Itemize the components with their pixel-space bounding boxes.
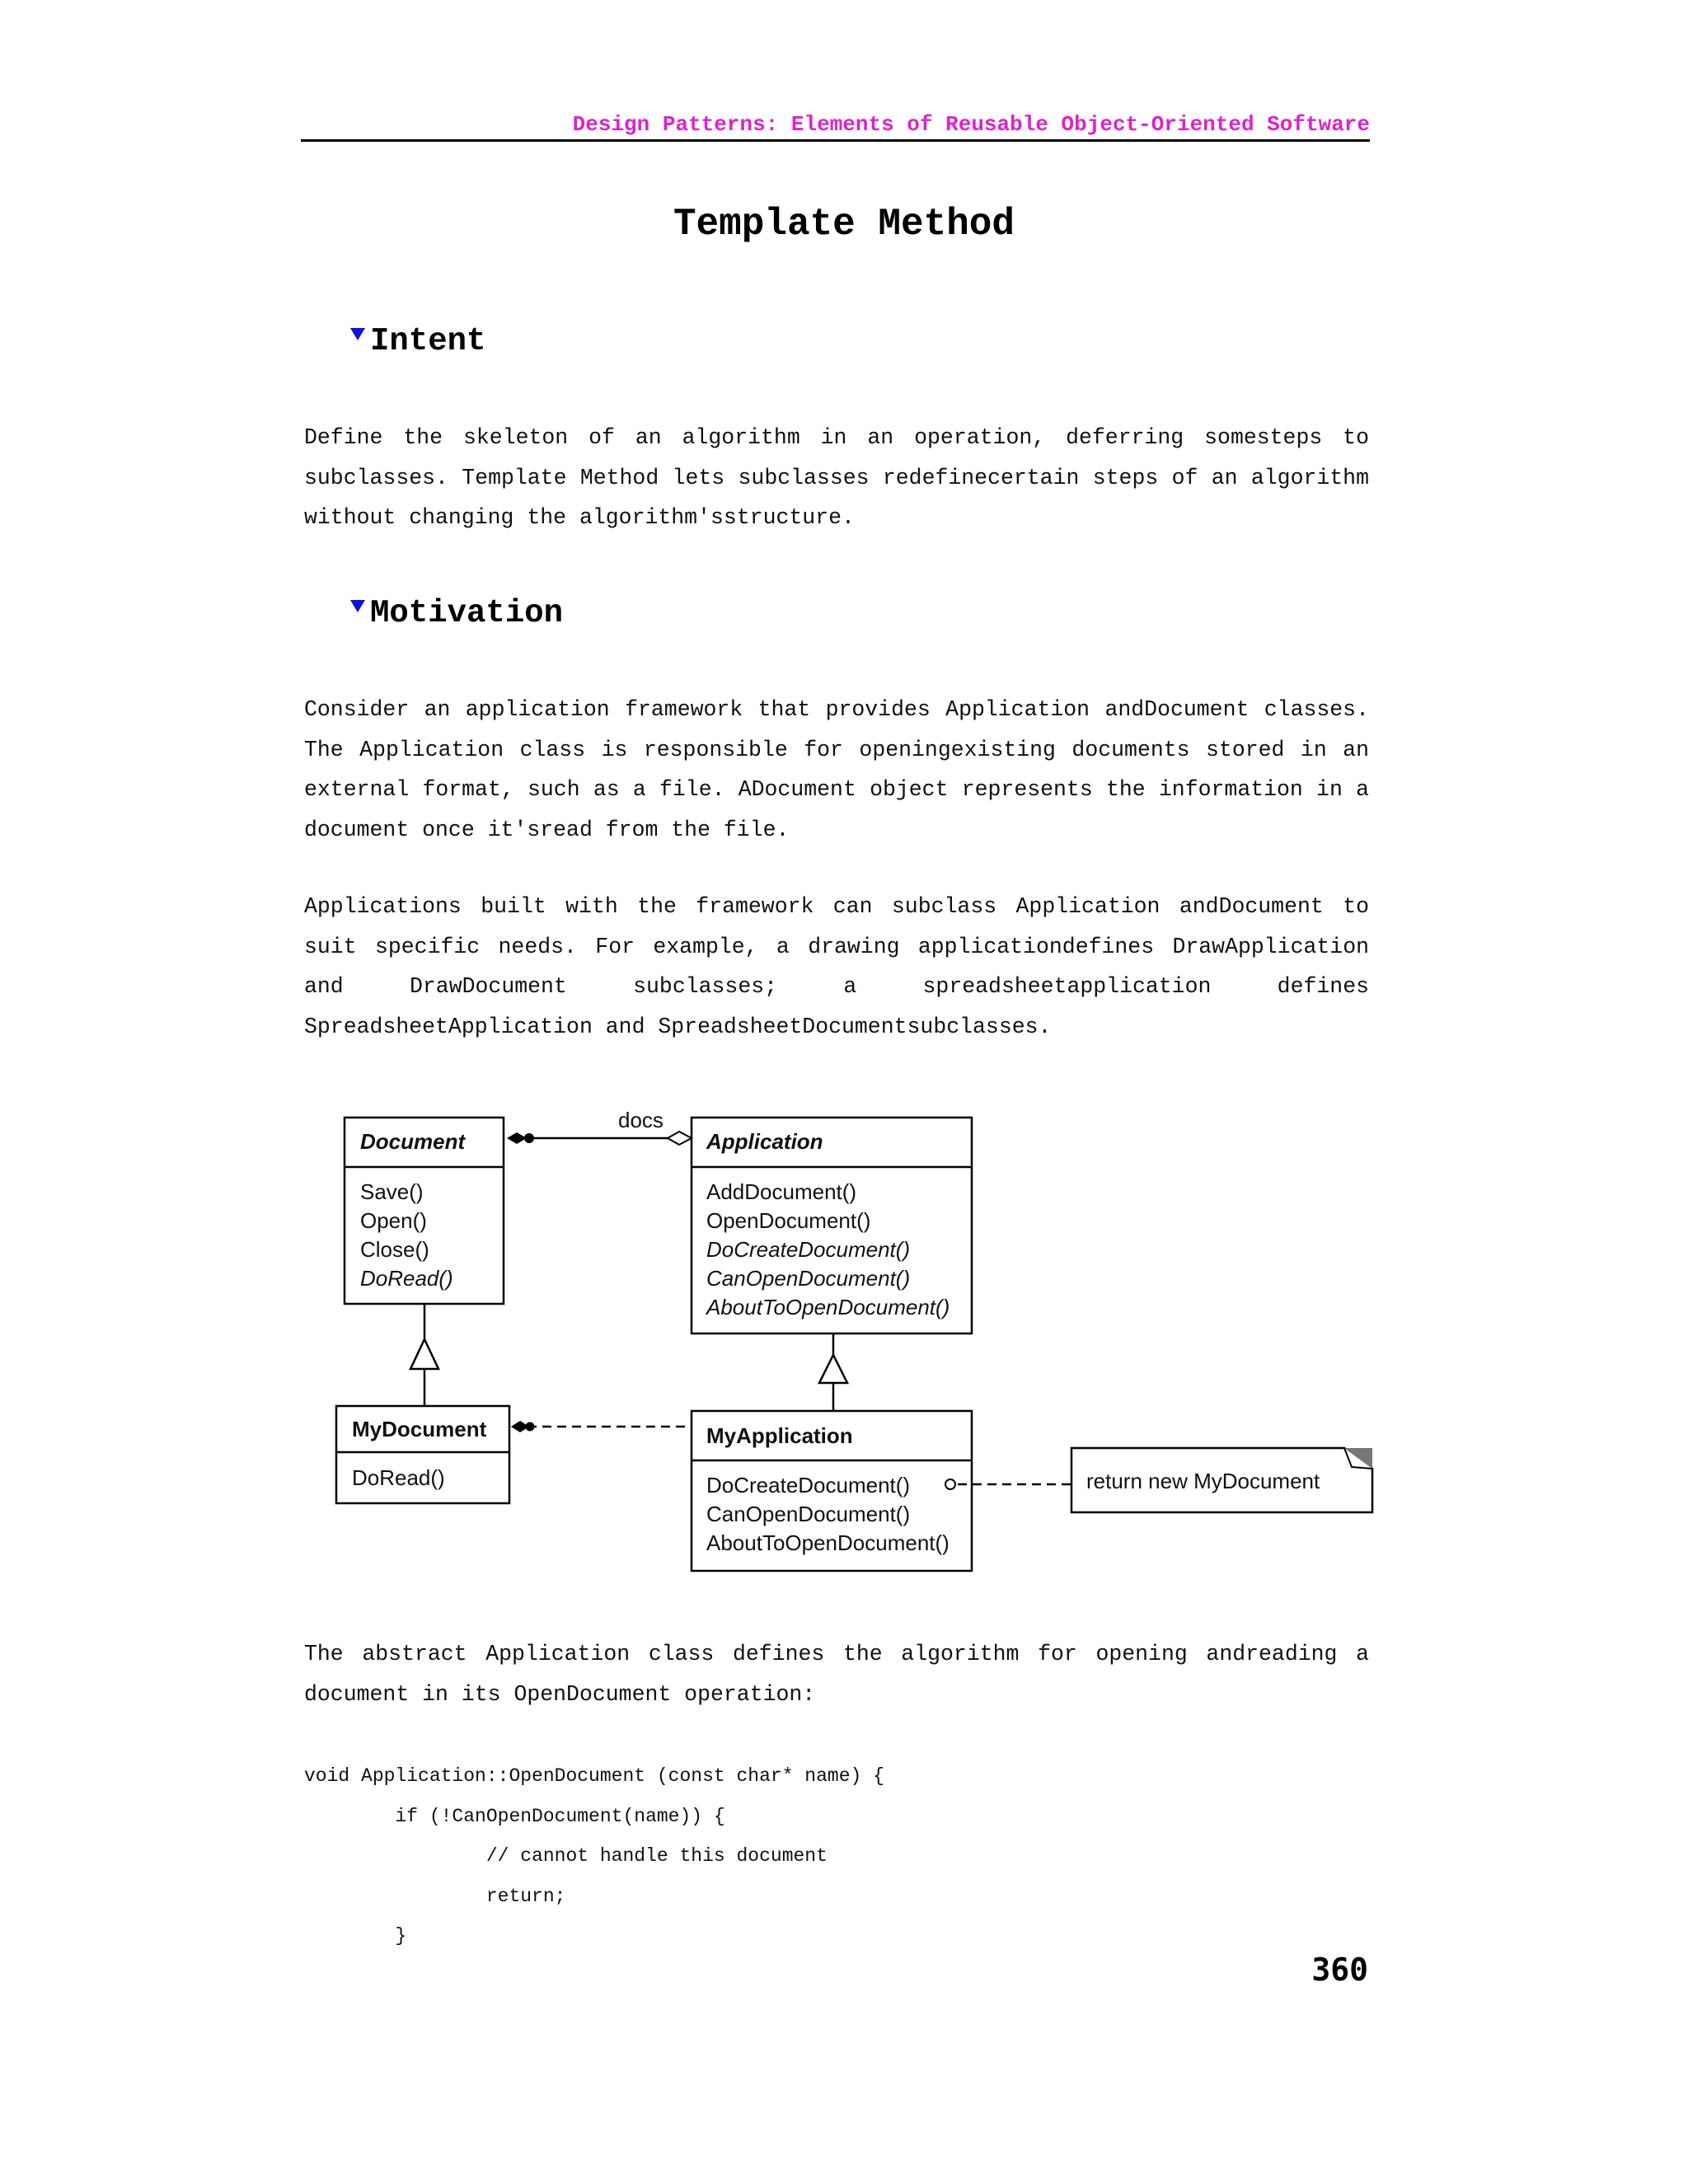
page-title: Template Method bbox=[673, 203, 1015, 246]
class-myapplication bbox=[692, 1411, 972, 1571]
class-myapplication-op: AboutToOpenDocument() bbox=[706, 1530, 950, 1555]
code-line: return; bbox=[304, 1886, 566, 1907]
class-document bbox=[345, 1118, 504, 1304]
class-myapplication-op: CanOpenDocument() bbox=[706, 1502, 911, 1526]
inheritance-mydocument-document bbox=[410, 1304, 438, 1406]
class-myapplication-op: DoCreateDocument() bbox=[706, 1473, 911, 1497]
inheritance-myapplication-application bbox=[819, 1333, 847, 1411]
running-header: Design Patterns: Elements of Reusable Object-Oriented Software bbox=[572, 112, 1370, 137]
motivation-paragraph-1: Consider an application framework that provides Application andDocument classes. The Application class is responsible for openingexisting documents stored in an external format, such as a file. ADocument object represents the information in a document once it'sread from the file. bbox=[304, 697, 1369, 842]
code-line: void Application::OpenDocument (const char* name) { bbox=[304, 1765, 884, 1787]
class-document-op: DoRead() bbox=[360, 1266, 453, 1291]
class-application-op: CanOpenDocument() bbox=[706, 1266, 911, 1291]
motivation-paragraph-3: The abstract Application class defines the algorithm for opening andreading a document in its OpenDocument operation: bbox=[304, 1642, 1369, 1707]
class-application bbox=[692, 1118, 972, 1333]
class-mydocument-op: DoRead() bbox=[352, 1465, 445, 1490]
section-heading-motivation-label: Motivation bbox=[370, 595, 564, 631]
class-document-op: Close() bbox=[360, 1237, 429, 1262]
dependency-creates bbox=[511, 1421, 692, 1432]
class-application-name: Application bbox=[706, 1129, 823, 1154]
class-document-name: Document bbox=[360, 1129, 466, 1154]
class-application-op: AddDocument() bbox=[706, 1179, 857, 1204]
section-heading-intent-label: Intent bbox=[370, 323, 486, 359]
motivation-paragraph-2: Applications built with the framework can subclass Application andDocument to suit specific needs. For example, a drawing applicationdefines DrawApplication and DrawDocument subclasses; a spreadsheetapplication defines SpreadsheetApplication and SpreadsheetDocumentsubclasses. bbox=[304, 894, 1369, 1039]
class-application-op: AboutToOpenDocument() bbox=[706, 1295, 950, 1319]
association-docs-label: docs bbox=[618, 1108, 663, 1132]
class-application-op: OpenDocument() bbox=[706, 1208, 871, 1233]
class-application-op: DoCreateDocument() bbox=[706, 1237, 911, 1262]
class-myapplication-name: MyApplication bbox=[706, 1423, 853, 1448]
code-line: // cannot handle this document bbox=[304, 1845, 828, 1867]
code-line: if (!CanOpenDocument(name)) { bbox=[304, 1806, 725, 1827]
class-mydocument-name: MyDocument bbox=[352, 1417, 487, 1441]
class-document-op: Open() bbox=[360, 1208, 427, 1233]
association-docs bbox=[507, 1108, 692, 1145]
implementation-note bbox=[1071, 1448, 1372, 1512]
intent-paragraph: Define the skeleton of an algorithm in an operation, deferring somesteps to subclasses. Template Method lets subclasses redefinecertain steps of an algorithm without changing the algorithm'sstructure. bbox=[304, 425, 1369, 530]
note-text: return new MyDocument bbox=[1086, 1469, 1320, 1493]
class-mydocument bbox=[336, 1406, 509, 1503]
page-number: 360 bbox=[1311, 1952, 1368, 1988]
code-line: } bbox=[304, 1925, 407, 1947]
class-document-op: Save() bbox=[360, 1179, 424, 1204]
